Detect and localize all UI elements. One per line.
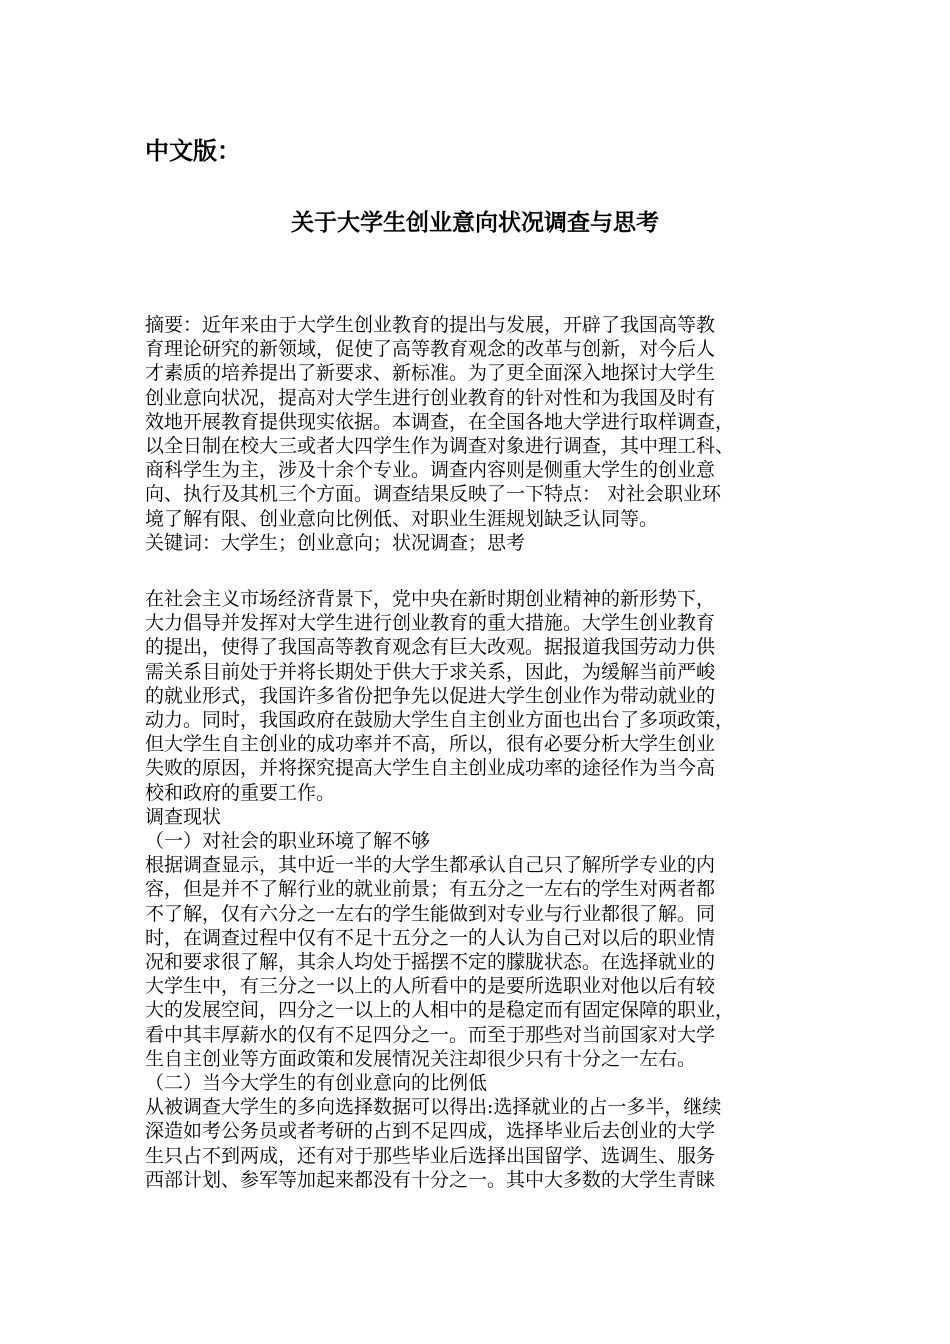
intro-line: 但大学生自主创业的成功率并不高，所以，很有必要分析大学生创业 [145,733,716,756]
intro-line: 的提出，使得了我国高等教育观念有巨大改观。据报道我国劳动力供 [145,636,716,659]
section-one-line: 大的发展空间，四分之一以上的人相中的是稳定而有固定保障的职业， [145,999,735,1022]
abstract-line: 境了解有限、创业意向比例低、对职业生涯规划缺乏认同等。 [145,507,659,530]
abstract-line: 创业意向状况，提高对大学生进行创业教育的针对性和为我国及时有 [145,386,716,409]
intro-line: 需关系目前处于并将长期处于供大于求关系，因此，为缓解当前严峻 [145,660,716,683]
subheading-two [145,1071,805,1095]
status-heading-text: 调查现状 [145,805,222,828]
section-label: 中文版： [145,136,241,165]
keywords-line [145,531,805,555]
abstract-line: 商科学生为主，涉及十余个专业。调查内容则是侧重大学生的创业意 [145,459,716,482]
main-body [145,587,805,1192]
section-one-line: 根据调查显示，其中近一半的大学生都承认自己只了解所学专业的内 [145,854,716,877]
subheading-two-text: （二）当今大学生的有创业意向的比例低 [145,1072,488,1095]
section-two-line: 深造如考公务员或者考研的占到不足四成，选择毕业后去创业的大学 [145,1120,716,1143]
intro-line: 校和政府的重要工作。 [145,781,336,804]
section-one-line: 看中其丰厚薪水的仅有不足四分之一。而至于那些对当前国家对大学 [145,1023,716,1046]
subheading-one [145,829,805,853]
section-one-line: 大学生中，有三分之一以上的人所看中的是要所选职业对他以后有较 [145,975,716,998]
section-two-line: 从被调查大学生的多向选择数据可以得出:选择就业的占一多半，继续 [145,1096,722,1119]
abstract-line: 向、执行及其机三个方面。调查结果反映了一下特点： 对社会职业环 [145,483,722,506]
abstract-line: 效地开展教育提供现实依据。本调查，在全国各地大学进行取样调查， [145,410,735,433]
intro-paragraph [145,587,805,805]
intro-line: 的就业形式，我国许多省份把争先以促进大学生创业作为带动就业的 [145,684,716,707]
intro-line: 动力。同时，我国政府在鼓励大学生自主创业方面也出台了多项政策， [145,709,735,732]
section-one-line: 况和要求很了解，其余人均处于摇摆不定的朦胧状态。在选择就业的 [145,951,716,974]
section-two-line: 西部计划、参军等加起来都没有十分之一。其中大多数的大学生青睐 [145,1168,716,1191]
abstract-line: 才素质的培养提出了新要求、新标准。为了更全面深入地探讨大学生 [145,362,716,385]
abstract-line: 育理论研究的新领域，促使了高等教育观念的改革与创新，对今后人 [145,338,716,361]
intro-line: 失败的原因，并将探究提高大学生自主创业成功率的途径作为当今高 [145,757,716,780]
section-two-paragraph [145,1095,805,1192]
document-title: 关于大学生创业意向状况调查与思考 [291,209,659,236]
abstract-line: 摘要：近年来由于大学生创业教育的提出与发展，开辟了我国高等教 [145,314,716,336]
abstract-paragraph [145,313,805,531]
intro-line: 在社会主义市场经济背景下，党中央在新时期创业精神的新形势下， [145,588,716,610]
section-two-line: 生只占不到两成，还有对于那些毕业后选择出国留学、选调生、服务 [145,1144,716,1167]
section-one-line: 时，在调查过程中仅有不足十五分之一的人认为自己对以后的职业情 [145,926,716,949]
keywords-text: 关键词：大学生；创业意向；状况调查；思考 [145,531,526,554]
intro-line: 大力倡导并发挥对大学生进行创业教育的重大措施。大学生创业教育 [145,612,716,635]
section-one-line: 容，但是并不了解行业的就业前景；有五分之一左右的学生对两者都 [145,878,716,901]
abstract-block [145,313,805,555]
status-heading [145,805,805,829]
abstract-line: 以全日制在校大三或者大四学生作为调查对象进行调查，其中理工科、 [145,435,735,458]
section-one-line: 生自主创业等方面政策和发展情况关注却很少只有十分之一左右。 [145,1047,697,1070]
section-one-line: 不了解，仅有六分之一左右的学生能做到对专业与行业都很了解。同 [145,902,716,925]
section-one-paragraph [145,853,805,1071]
subheading-one-text: （一）对社会的职业环境了解不够 [145,830,431,853]
